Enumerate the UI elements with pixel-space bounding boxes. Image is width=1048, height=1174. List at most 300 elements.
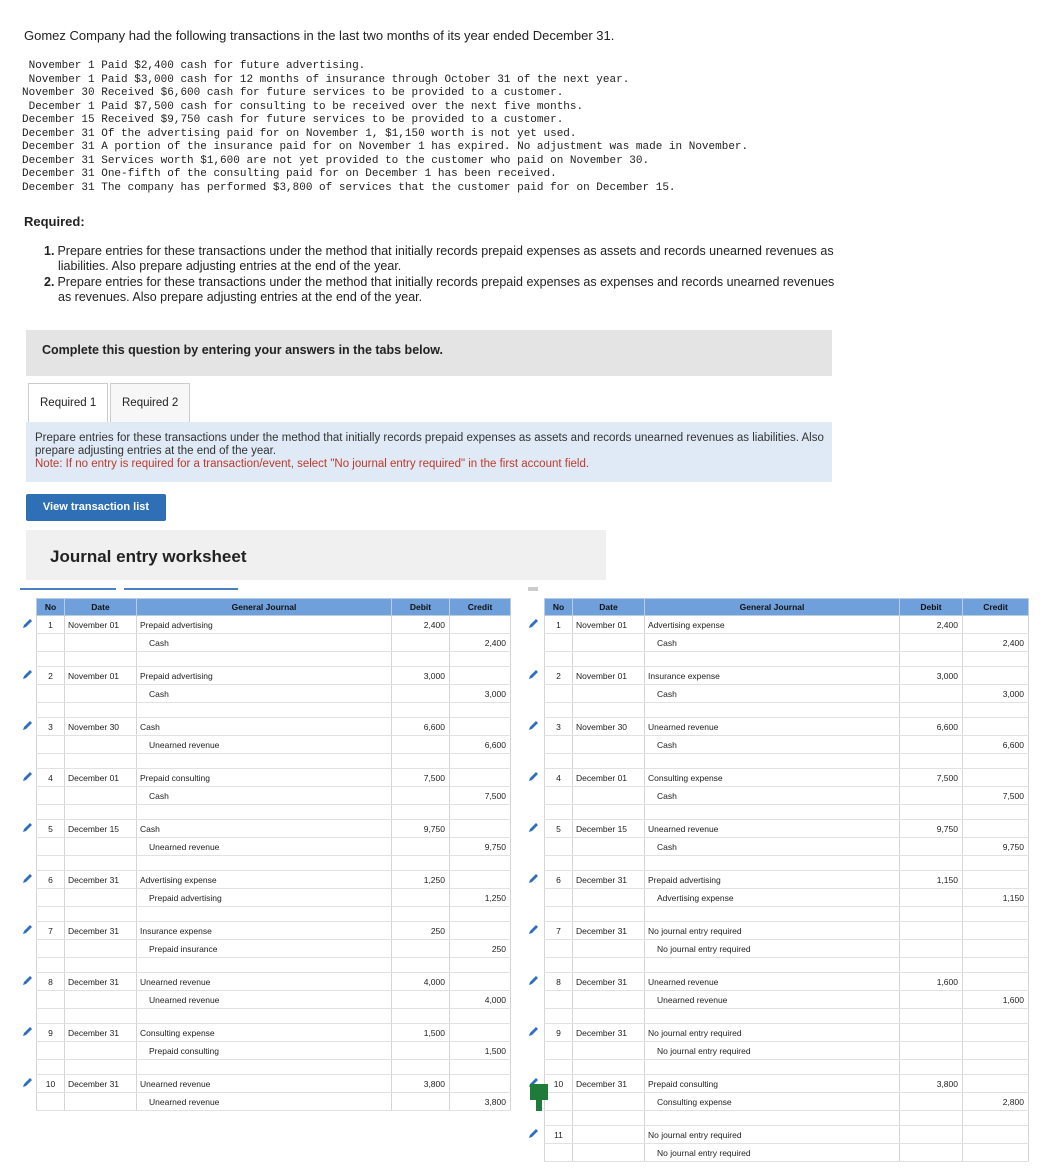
credit-amount-empty[interactable] [450, 718, 511, 736]
transaction-text: Of the advertising paid for on November 1, $1,150 worth is not yet used. [94, 127, 577, 140]
credit-amount[interactable]: 2,400 [450, 634, 511, 652]
edit-pencil-icon[interactable] [528, 975, 539, 986]
debit-amount-empty[interactable] [900, 991, 963, 1009]
spacer-cell [392, 805, 450, 820]
debit-amount[interactable]: 1,600 [900, 973, 963, 991]
debit-account[interactable]: Cash [137, 820, 392, 838]
required-item [44, 244, 844, 274]
debit-amount[interactable]: 1,250 [392, 871, 450, 889]
spacer-cell [545, 754, 573, 769]
entry-no: 4 [545, 769, 573, 787]
entry-no-empty [545, 991, 573, 1009]
debit-amount-empty[interactable] [900, 940, 963, 958]
spacer-cell [137, 805, 392, 820]
journal-row-debit [545, 922, 1029, 940]
credit-account[interactable]: Unearned revenue [137, 736, 392, 754]
journal-row-credit [37, 787, 511, 805]
debit-amount-empty[interactable] [392, 991, 450, 1009]
spacer-cell [900, 805, 963, 820]
journal-row-credit [37, 736, 511, 754]
required-list [44, 244, 844, 306]
spacer-cell [137, 652, 392, 667]
debit-account[interactable]: Prepaid advertising [137, 667, 392, 685]
debit-account[interactable]: Prepaid consulting [645, 1075, 900, 1093]
debit-account[interactable]: Cash [137, 718, 392, 736]
entry-no: 3 [545, 718, 573, 736]
edit-pencil-icon[interactable] [22, 771, 33, 782]
spacer-cell [900, 907, 963, 922]
debit-account[interactable]: Advertising expense [137, 871, 392, 889]
col-header-no: No [37, 599, 65, 616]
entry-no-empty [37, 838, 65, 856]
credit-account[interactable]: Cash [645, 736, 900, 754]
debit-amount-empty[interactable] [392, 634, 450, 652]
entry-no-empty [545, 787, 573, 805]
debit-amount[interactable]: 6,600 [392, 718, 450, 736]
debit-account[interactable]: Prepaid advertising [137, 616, 392, 634]
debit-account[interactable]: Advertising expense [645, 616, 900, 634]
entry-date: November 01 [573, 616, 645, 634]
debit-amount[interactable]: 3,800 [392, 1075, 450, 1093]
credit-amount[interactable]: 2,800 [963, 1093, 1029, 1111]
entry-no: 1 [545, 616, 573, 634]
journal-row-credit [545, 940, 1029, 958]
debit-amount[interactable]: 2,400 [392, 616, 450, 634]
debit-account[interactable]: No journal entry required [645, 922, 900, 940]
debit-amount[interactable]: 6,600 [900, 718, 963, 736]
entry-no-empty [37, 991, 65, 1009]
transaction-line [22, 168, 557, 180]
credit-amount-empty[interactable] [963, 769, 1029, 787]
edit-pencil-icon[interactable] [528, 771, 539, 782]
credit-amount[interactable]: 7,500 [963, 787, 1029, 805]
journal-row-debit [545, 769, 1029, 787]
entry-date-empty [65, 685, 137, 703]
credit-amount[interactable]: 6,600 [450, 736, 511, 754]
worksheet-tab-indicator[interactable] [20, 588, 116, 590]
entry-no-empty [37, 889, 65, 907]
spacer-cell [392, 1009, 450, 1024]
entry-no: 4 [37, 769, 65, 787]
spacer-cell [137, 1060, 392, 1075]
spacer-cell [573, 805, 645, 820]
debit-account[interactable]: No journal entry required [645, 1024, 900, 1042]
spacer-cell [573, 958, 645, 973]
col-header-credit: Credit [963, 599, 1029, 616]
credit-account[interactable]: Cash [137, 685, 392, 703]
spacer-cell [65, 1060, 137, 1075]
spacer-cell [900, 754, 963, 769]
credit-amount-empty[interactable] [450, 1075, 511, 1093]
spacer-cell [137, 907, 392, 922]
debit-amount-empty[interactable] [392, 889, 450, 907]
credit-amount[interactable]: 3,000 [450, 685, 511, 703]
debit-account[interactable]: Unearned revenue [137, 973, 392, 991]
journal-row-debit [545, 616, 1029, 634]
journal-row-debit [37, 820, 511, 838]
debit-amount-empty[interactable] [900, 685, 963, 703]
entry-no: 5 [37, 820, 65, 838]
entry-no-empty [545, 838, 573, 856]
tab-required-2[interactable]: Required 2 [110, 383, 190, 422]
credit-account[interactable]: Advertising expense [645, 889, 900, 907]
debit-amount[interactable]: 9,750 [900, 820, 963, 838]
entry-date-empty [573, 634, 645, 652]
credit-amount[interactable] [963, 1144, 1029, 1162]
edit-pencil-icon[interactable] [22, 720, 33, 731]
entry-date-empty [65, 940, 137, 958]
debit-amount[interactable]: 3,800 [900, 1075, 963, 1093]
credit-amount-empty[interactable] [450, 1024, 511, 1042]
spacer-cell [573, 1060, 645, 1075]
debit-account[interactable]: Prepaid advertising [645, 871, 900, 889]
credit-account[interactable]: Unearned revenue [137, 1093, 392, 1111]
credit-amount[interactable]: 3,000 [963, 685, 1029, 703]
view-transaction-list-button[interactable]: View transaction list [26, 494, 166, 521]
journal-row-debit [37, 769, 511, 787]
credit-amount[interactable]: 250 [450, 940, 511, 958]
tab-required-1[interactable]: Required 1 [28, 383, 108, 422]
edit-pencil-icon[interactable] [528, 669, 539, 680]
debit-amount-empty[interactable] [900, 1144, 963, 1162]
spacer-cell [37, 856, 65, 871]
transaction-text: Received $6,600 cash for future services to be provided to a customer. [94, 87, 564, 99]
debit-amount-empty[interactable] [392, 1042, 450, 1060]
entry-no: 7 [545, 922, 573, 940]
spacer-cell [392, 754, 450, 769]
spacer-cell [645, 703, 900, 718]
transaction-text: Paid $7,500 cash for consulting to be received over the next five months. [94, 100, 584, 113]
transaction-date: December 31 [22, 141, 95, 153]
debit-amount-empty[interactable] [392, 940, 450, 958]
debit-account[interactable]: Unearned revenue [137, 1075, 392, 1093]
entry-no-empty [545, 1042, 573, 1060]
credit-amount-empty[interactable] [450, 820, 511, 838]
entry-spacer [37, 907, 511, 922]
entry-date: December 31 [573, 922, 645, 940]
credit-amount-empty[interactable] [963, 1075, 1029, 1093]
debit-amount[interactable]: 3,000 [392, 667, 450, 685]
credit-amount-empty[interactable] [963, 616, 1029, 634]
debit-account[interactable]: Insurance expense [645, 667, 900, 685]
spacer-cell [450, 1060, 511, 1075]
edit-pencil-icon[interactable] [528, 1128, 539, 1139]
credit-amount-empty[interactable] [963, 820, 1029, 838]
transaction-date: December 31 [22, 154, 95, 167]
debit-account[interactable]: Unearned revenue [645, 718, 900, 736]
spacer-cell [963, 958, 1029, 973]
spacer-cell [573, 907, 645, 922]
credit-account[interactable]: Cash [645, 787, 900, 805]
entry-spacer [545, 805, 1029, 820]
entry-date-empty [573, 991, 645, 1009]
worksheet-tab-indicator[interactable] [124, 588, 238, 590]
transaction-text: One-fifth of the consulting paid for on December 1 has been received. [94, 168, 557, 180]
edit-pencil-icon[interactable] [528, 924, 539, 935]
credit-amount-empty[interactable] [963, 973, 1029, 991]
entry-date [573, 1126, 645, 1144]
edit-pencil-icon[interactable] [22, 924, 33, 935]
edit-pencil-icon[interactable] [22, 669, 33, 680]
credit-account[interactable]: No journal entry required [645, 1144, 900, 1162]
debit-amount[interactable]: 7,500 [392, 769, 450, 787]
entry-date: December 01 [573, 769, 645, 787]
journal-row-credit [37, 685, 511, 703]
entry-no-empty [545, 736, 573, 754]
entry-date: December 31 [573, 871, 645, 889]
credit-amount[interactable]: 4,000 [450, 991, 511, 1009]
spacer-cell [392, 703, 450, 718]
entry-spacer [545, 652, 1029, 667]
spacer-cell [450, 703, 511, 718]
entry-no: 9 [37, 1024, 65, 1042]
credit-amount-empty[interactable] [963, 718, 1029, 736]
credit-amount-empty[interactable] [963, 871, 1029, 889]
required-item-number: 2. [44, 275, 55, 289]
edit-pencil-icon[interactable] [22, 873, 33, 884]
entry-date: December 31 [65, 922, 137, 940]
journal-row-credit [545, 838, 1029, 856]
debit-amount[interactable]: 3,000 [900, 667, 963, 685]
spacer-cell [37, 907, 65, 922]
debit-account[interactable]: Consulting expense [137, 1024, 392, 1042]
credit-amount-empty[interactable] [963, 1126, 1029, 1144]
journal-table-left [36, 598, 511, 1111]
credit-account[interactable]: Cash [645, 685, 900, 703]
credit-amount-empty[interactable] [450, 973, 511, 991]
transaction-date: December 31 [22, 181, 95, 194]
col-header-date: Date [573, 599, 645, 616]
entry-date-empty [573, 1093, 645, 1111]
debit-amount[interactable]: 9,750 [392, 820, 450, 838]
debit-amount[interactable] [900, 922, 963, 940]
journal-row-debit [37, 871, 511, 889]
debit-account[interactable]: Prepaid consulting [137, 769, 392, 787]
transaction-line [22, 128, 577, 140]
journal-row-debit [545, 1024, 1029, 1042]
credit-account[interactable]: Prepaid insurance [137, 940, 392, 958]
credit-account[interactable]: Unearned revenue [137, 991, 392, 1009]
edit-pencil-icon[interactable] [528, 720, 539, 731]
credit-amount-empty[interactable] [450, 667, 511, 685]
credit-account[interactable]: Prepaid advertising [137, 889, 392, 907]
journal-row-debit [37, 616, 511, 634]
spacer-cell [137, 703, 392, 718]
edit-pencil-icon[interactable] [528, 618, 539, 629]
edit-pencil-icon[interactable] [22, 822, 33, 833]
journal-row-debit [545, 1126, 1029, 1144]
credit-account[interactable]: Consulting expense [645, 1093, 900, 1111]
credit-amount[interactable]: 1,600 [963, 991, 1029, 1009]
spacer-cell [37, 958, 65, 973]
credit-amount-empty[interactable] [963, 922, 1029, 940]
credit-amount[interactable]: 9,750 [450, 838, 511, 856]
complete-banner-text: Complete this question by entering your answers in the tabs below. [42, 343, 443, 357]
spacer-cell [450, 1009, 511, 1024]
transaction-text: The company has performed $3,800 of services that the customer paid for on December 15. [94, 181, 676, 194]
spacer-cell [137, 856, 392, 871]
debit-amount-empty[interactable] [392, 838, 450, 856]
credit-account[interactable]: Cash [645, 838, 900, 856]
debit-amount[interactable]: 7,500 [900, 769, 963, 787]
spacer-cell [963, 1060, 1029, 1075]
entry-no-empty [37, 736, 65, 754]
required-item [44, 275, 844, 305]
journal-row-debit [545, 1075, 1029, 1093]
debit-account[interactable]: Unearned revenue [645, 820, 900, 838]
entry-date-empty [573, 838, 645, 856]
spacer-cell [450, 652, 511, 667]
credit-account[interactable]: Cash [137, 787, 392, 805]
col-header-journal: General Journal [137, 599, 392, 616]
spacer-cell [65, 805, 137, 820]
required-item-number: 1. [44, 244, 55, 258]
instruction-box [26, 422, 832, 482]
transaction-date: November 30 [22, 87, 95, 99]
edit-pencil-icon[interactable] [22, 975, 33, 986]
credit-amount[interactable]: 1,150 [963, 889, 1029, 907]
debit-amount-empty[interactable] [900, 787, 963, 805]
credit-account[interactable]: Cash [645, 634, 900, 652]
entry-spacer [37, 703, 511, 718]
debit-amount[interactable]: 250 [392, 922, 450, 940]
debit-amount-empty[interactable] [392, 736, 450, 754]
spacer-cell [645, 1111, 900, 1126]
entry-date: December 15 [65, 820, 137, 838]
col-header-debit: Debit [392, 599, 450, 616]
entry-spacer [37, 1009, 511, 1024]
credit-amount[interactable]: 1,500 [450, 1042, 511, 1060]
debit-amount-empty[interactable] [392, 685, 450, 703]
spacer-cell [37, 652, 65, 667]
debit-amount-empty[interactable] [900, 838, 963, 856]
credit-amount-empty[interactable] [963, 667, 1029, 685]
credit-amount-empty[interactable] [450, 616, 511, 634]
entry-spacer [545, 856, 1029, 871]
journal-row-credit [37, 940, 511, 958]
entry-date-empty [65, 991, 137, 1009]
spacer-cell [450, 958, 511, 973]
spacer-cell [450, 856, 511, 871]
debit-amount-empty[interactable] [900, 889, 963, 907]
entry-spacer [545, 907, 1029, 922]
credit-account[interactable]: Unearned revenue [645, 991, 900, 1009]
credit-amount[interactable]: 2,400 [963, 634, 1029, 652]
entry-no-empty [545, 685, 573, 703]
credit-amount-empty[interactable] [450, 769, 511, 787]
col-header-date: Date [65, 599, 137, 616]
debit-amount[interactable] [900, 1126, 963, 1144]
spacer-cell [450, 907, 511, 922]
transaction-date: December 15 [22, 114, 95, 126]
spacer-cell [392, 958, 450, 973]
entry-date: December 31 [65, 871, 137, 889]
credit-account[interactable]: Prepaid consulting [137, 1042, 392, 1060]
credit-amount-empty[interactable] [450, 871, 511, 889]
credit-amount[interactable]: 1,250 [450, 889, 511, 907]
edit-pencil-icon[interactable] [528, 1026, 539, 1037]
spacer-cell [545, 1111, 573, 1126]
debit-amount[interactable] [900, 1024, 963, 1042]
edit-pencil-icon[interactable] [22, 618, 33, 629]
entry-spacer [545, 754, 1029, 769]
debit-account[interactable]: No journal entry required [645, 1126, 900, 1144]
debit-account[interactable]: Insurance expense [137, 922, 392, 940]
spacer-cell [963, 754, 1029, 769]
spacer-cell [573, 652, 645, 667]
debit-amount[interactable]: 2,400 [900, 616, 963, 634]
debit-amount[interactable]: 4,000 [392, 973, 450, 991]
entry-spacer [37, 958, 511, 973]
entry-date-empty [573, 1042, 645, 1060]
edit-pencil-icon[interactable] [528, 822, 539, 833]
entry-no: 1 [37, 616, 65, 634]
credit-amount[interactable]: 9,750 [963, 838, 1029, 856]
spacer-cell [65, 754, 137, 769]
edit-pencil-icon[interactable] [22, 1077, 33, 1088]
credit-amount[interactable]: 6,600 [963, 736, 1029, 754]
spacer-cell [545, 856, 573, 871]
debit-amount-empty[interactable] [392, 787, 450, 805]
spacer-cell [545, 1060, 573, 1075]
debit-amount-empty[interactable] [900, 1093, 963, 1111]
credit-account[interactable]: No journal entry required [645, 940, 900, 958]
transaction-date: December 1 [22, 100, 95, 113]
debit-amount-empty[interactable] [900, 634, 963, 652]
required-title: Required: [24, 214, 85, 229]
spacer-cell [645, 652, 900, 667]
credit-amount-empty[interactable] [450, 922, 511, 940]
spacer-cell [900, 1060, 963, 1075]
entry-no-empty [37, 634, 65, 652]
credit-amount[interactable] [963, 940, 1029, 958]
debit-amount[interactable]: 1,500 [392, 1024, 450, 1042]
journal-row-credit [37, 1042, 511, 1060]
edit-pencil-icon[interactable] [22, 1026, 33, 1037]
entry-date-empty [65, 1093, 137, 1111]
spacer-cell [37, 703, 65, 718]
credit-account[interactable]: Cash [137, 634, 392, 652]
journal-row-debit [37, 718, 511, 736]
credit-account[interactable]: No journal entry required [645, 1042, 900, 1060]
entry-date-empty [573, 940, 645, 958]
entry-no: 2 [545, 667, 573, 685]
debit-amount-empty[interactable] [392, 1093, 450, 1111]
debit-amount-empty[interactable] [900, 736, 963, 754]
col-header-debit: Debit [900, 599, 963, 616]
edit-pencil-icon[interactable] [528, 873, 539, 884]
transaction-line [22, 60, 365, 72]
spacer-cell [900, 958, 963, 973]
debit-account[interactable]: Unearned revenue [645, 973, 900, 991]
worksheet-header [26, 530, 606, 580]
debit-account[interactable]: Consulting expense [645, 769, 900, 787]
entry-no-empty [545, 634, 573, 652]
credit-amount[interactable] [963, 1042, 1029, 1060]
entry-no: 6 [545, 871, 573, 889]
credit-amount-empty[interactable] [963, 1024, 1029, 1042]
credit-account[interactable]: Unearned revenue [137, 838, 392, 856]
debit-amount[interactable]: 1,150 [900, 871, 963, 889]
entry-date: December 31 [573, 1024, 645, 1042]
credit-amount[interactable]: 7,500 [450, 787, 511, 805]
spacer-cell [545, 652, 573, 667]
credit-amount[interactable]: 3,800 [450, 1093, 511, 1111]
debit-amount-empty[interactable] [900, 1042, 963, 1060]
required-item-text: Prepare entries for these transactions under the method that initially records prepaid expenses as assets and records unearned revenues as liabilities. Also prepare adjusting entries at the end of the year. [57, 244, 834, 273]
transaction-date: December 31 [22, 127, 95, 140]
spacer-cell [65, 907, 137, 922]
